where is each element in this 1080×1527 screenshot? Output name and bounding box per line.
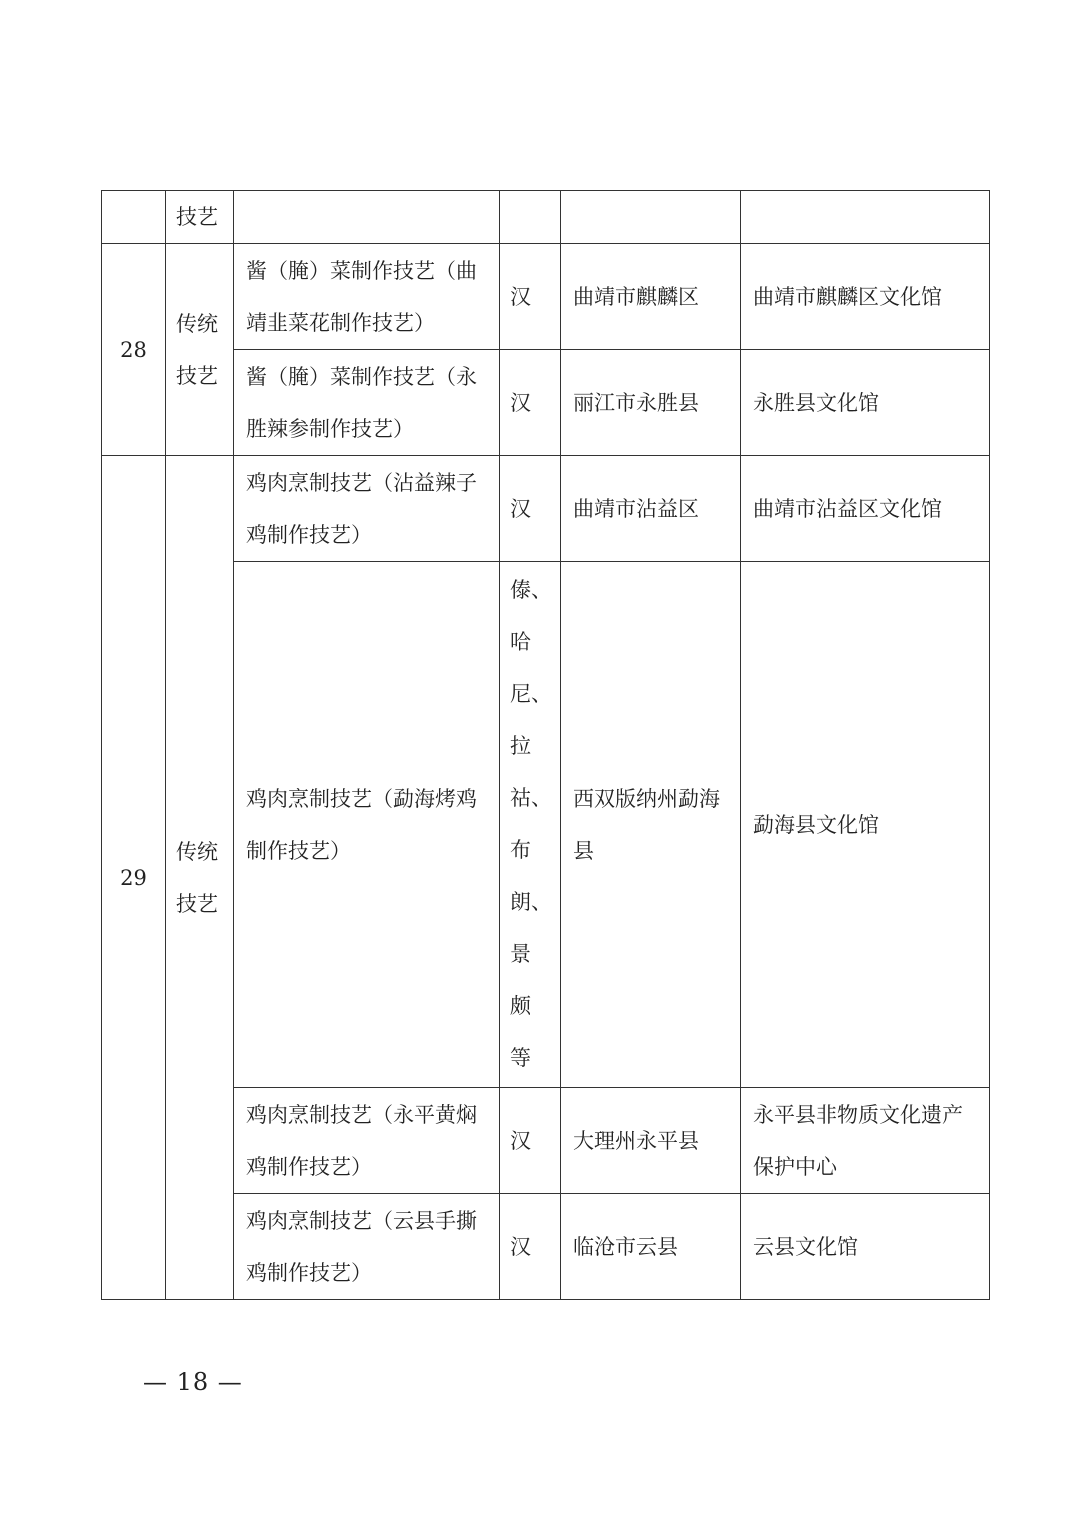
table-row <box>102 244 990 350</box>
unit-cell: 勐海县文化馆 <box>741 562 990 1088</box>
page-number: — 18 — <box>143 1368 243 1396</box>
ethnicity-cell: 汉 <box>500 350 561 456</box>
category-cell: 技艺 <box>166 191 234 244</box>
unit-cell: 曲靖市麒麟区文化馆 <box>741 244 990 350</box>
table-row <box>102 1194 990 1300</box>
area-cell: 丽江市永胜县 <box>561 350 741 456</box>
number-cell: 28 <box>102 244 166 456</box>
unit-cell: 永胜县文化馆 <box>741 350 990 456</box>
unit-cell: 永平县非物质文化遗产保护中心 <box>741 1088 990 1194</box>
project-cell: 酱（腌）菜制作技艺（曲靖韭菜花制作技艺） <box>234 244 500 350</box>
table-row <box>102 1088 990 1194</box>
table-row <box>102 350 990 456</box>
number-cell: 29 <box>102 456 166 1300</box>
ethnicity-cell: 汉 <box>500 456 561 562</box>
table-row <box>102 562 990 1088</box>
unit-cell: 曲靖市沾益区文化馆 <box>741 456 990 562</box>
project-cell: 鸡肉烹制技艺（沾益辣子鸡制作技艺） <box>234 456 500 562</box>
heritage-list-table <box>101 190 990 1300</box>
area-cell: 西双版纳州勐海县 <box>561 562 741 1088</box>
category-cell: 传统技艺 <box>166 456 234 1300</box>
number-cell <box>102 191 166 244</box>
category-cell: 传统技艺 <box>166 244 234 456</box>
ethnicity-cell: 汉 <box>500 244 561 350</box>
area-cell: 曲靖市沾益区 <box>561 456 741 562</box>
ethnicity-cell: 汉 <box>500 1088 561 1194</box>
project-cell <box>234 191 500 244</box>
project-cell: 鸡肉烹制技艺（永平黄焖鸡制作技艺） <box>234 1088 500 1194</box>
ethnicity-cell <box>500 191 561 244</box>
ethnicity-cell: 汉 <box>500 1194 561 1300</box>
unit-cell <box>741 191 990 244</box>
area-cell <box>561 191 741 244</box>
ethnicity-cell: 傣、哈尼、拉祜、布朗、景颇等 <box>500 562 561 1088</box>
project-cell: 鸡肉烹制技艺（勐海烤鸡制作技艺） <box>234 562 500 1088</box>
table-row <box>102 456 990 562</box>
table-row <box>102 191 990 244</box>
area-cell: 曲靖市麒麟区 <box>561 244 741 350</box>
project-cell: 鸡肉烹制技艺（云县手撕鸡制作技艺） <box>234 1194 500 1300</box>
unit-cell: 云县文化馆 <box>741 1194 990 1300</box>
area-cell: 临沧市云县 <box>561 1194 741 1300</box>
project-cell: 酱（腌）菜制作技艺（永胜辣参制作技艺） <box>234 350 500 456</box>
area-cell: 大理州永平县 <box>561 1088 741 1194</box>
